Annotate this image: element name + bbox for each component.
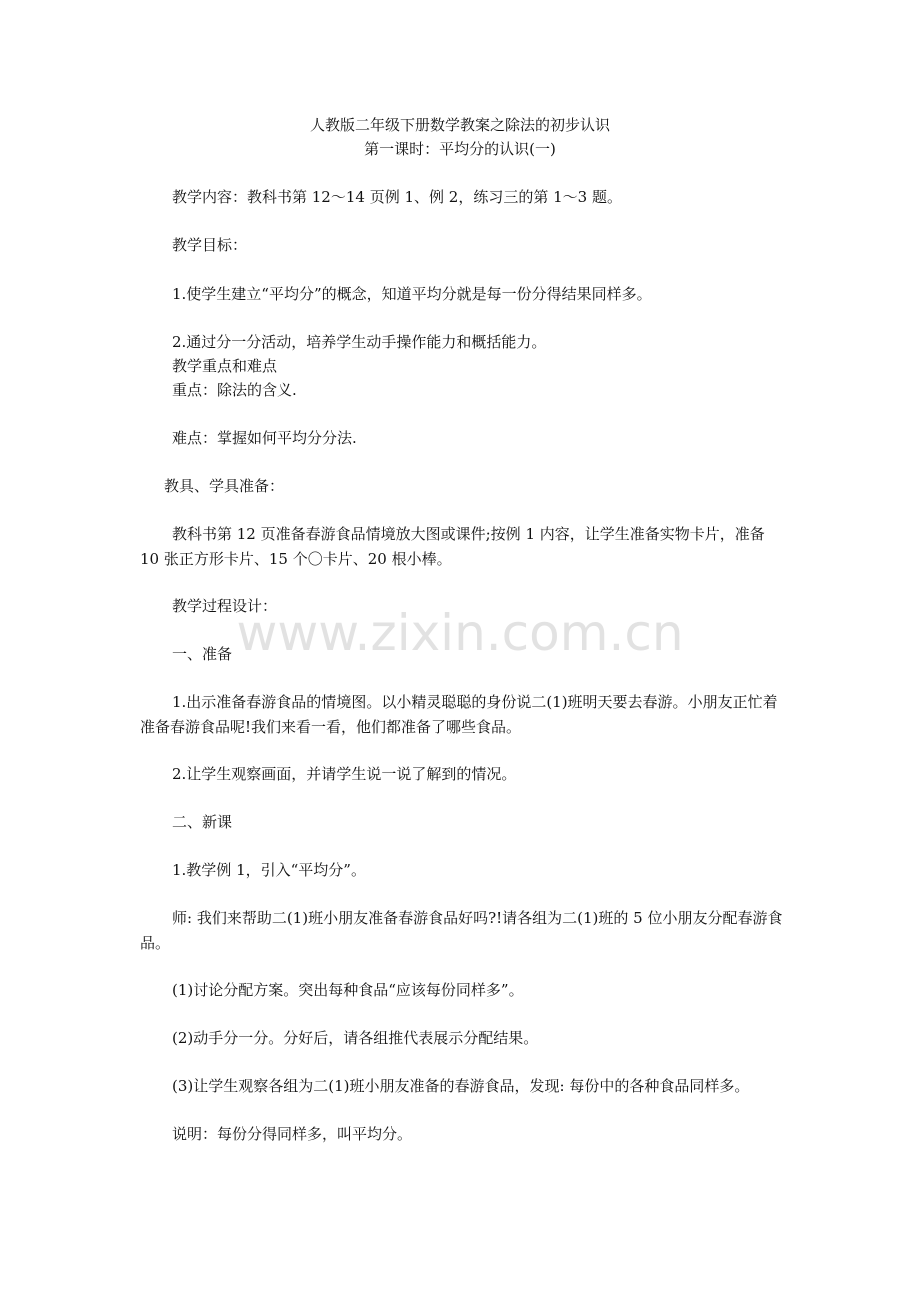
key-point: 重点：除法的含义. <box>172 381 297 399</box>
document-title: 人教版二年级下册数学教案之除法的初步认识 <box>309 116 610 134</box>
tools-paragraph: 教科书第 12 页准备春游食品情境放大图或课件;按例 1 内容，让学生准备实物卡片，准备 10 张正方形卡片、15 个〇卡片、20 根小棒。 <box>140 525 765 568</box>
sub-step-3: (3)让学生观察各组为二(1)班小朋友准备的春游食品，发现: 每份中的各种食品同样多。 <box>172 1077 750 1095</box>
document-subtitle: 第一课时：平均分的认识(一) <box>364 140 556 158</box>
tools-heading: 教具、学具准备： <box>164 477 285 495</box>
section-1-heading: 一、准备 <box>172 645 233 663</box>
watermark: www.zixin.com.cn <box>236 604 684 662</box>
section-2-heading: 二、新课 <box>172 813 233 831</box>
difficulty: 难点：掌握如何平均分分法. <box>172 429 357 447</box>
teaching-content-line: 教学内容：教科书第 12～14 页例 1、例 2，练习三的第 1～3 题。 <box>172 188 622 206</box>
sub-step-2: (2)动手分一分。分好后，请各组推代表展示分配结果。 <box>172 1029 539 1047</box>
teacher-paragraph: 师: 我们来帮助二(1)班小朋友准备春游食品好吗?!请各组为二(1)班的 5 位小朋友分配春游食品。 <box>140 909 783 952</box>
step-1-paragraph: 1.出示准备春游食品的情境图。以小精灵聪聪的身份说二(1)班明天要去春游。小朋友正忙着准备春游食品呢!我们来看一看，他们都准备了哪些食品。 <box>140 693 778 736</box>
process-heading: 教学过程设计： <box>172 597 278 615</box>
step-2-paragraph: 2.让学生观察画面，并请学生说一说了解到的情况。 <box>172 765 517 783</box>
key-points-heading: 教学重点和难点 <box>172 357 278 375</box>
goals-heading: 教学目标： <box>172 236 248 254</box>
sub-step-1: (1)讨论分配方案。突出每种食品“应该每份同样多”。 <box>172 981 524 999</box>
explanation-line: 说明：每份分得同样多，叫平均分。 <box>172 1125 413 1143</box>
lesson-1-line: 1.教学例 1，引入“平均分”。 <box>172 861 366 879</box>
goal-1: 1.使学生建立“平均分”的概念，知道平均分就是每一份分得结果同样多。 <box>172 285 652 303</box>
goal-2: 2.通过分一分活动，培养学生动手操作能力和概括能力。 <box>172 333 547 351</box>
